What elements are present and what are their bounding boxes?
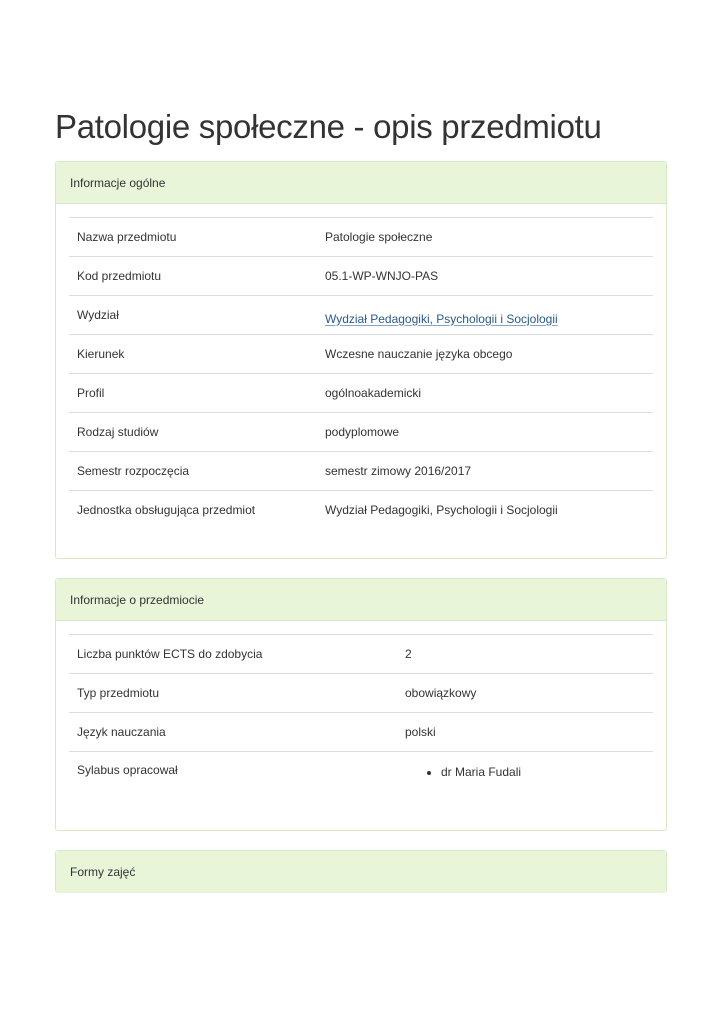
row-value — [397, 752, 653, 802]
row-label: Język nauczania — [69, 713, 397, 752]
page-title: Patologie społeczne - opis przedmiotu — [55, 108, 602, 145]
table-row — [69, 296, 653, 335]
general-info-heading: Informacje ogólne — [56, 162, 666, 204]
general-info-panel — [55, 161, 667, 559]
general-info-table — [69, 217, 653, 529]
row-value: podyplomowe — [317, 413, 653, 452]
row-value: Patologie społeczne — [317, 218, 653, 257]
table-row — [69, 257, 653, 296]
row-value: Wydział Pedagogiki, Psychologii i Socjologii — [317, 491, 653, 530]
class-forms-heading: Formy zajęć — [56, 851, 666, 893]
row-label: Profil — [69, 374, 317, 413]
table-row — [69, 374, 653, 413]
row-label: Jednostka obsługująca przedmiot — [69, 491, 317, 530]
course-info-heading: Informacje o przedmiocie — [56, 579, 666, 621]
row-label: Rodzaj studiów — [69, 413, 317, 452]
row-label: Typ przedmiotu — [69, 674, 397, 713]
row-label: Semestr rozpoczęcia — [69, 452, 317, 491]
row-value: polski — [397, 713, 653, 752]
row-label: Wydział — [69, 296, 317, 335]
table-row — [69, 635, 653, 674]
row-value — [317, 296, 653, 335]
author-list — [405, 763, 645, 779]
row-label: Liczba punktów ECTS do zdobycia — [69, 635, 397, 674]
row-label: Nazwa przedmiotu — [69, 218, 317, 257]
table-row — [69, 452, 653, 491]
class-forms-panel — [55, 850, 667, 893]
table-row — [69, 413, 653, 452]
row-value: 2 — [397, 635, 653, 674]
table-row — [69, 491, 653, 530]
row-value: 05.1-WP-WNJO-PAS — [317, 257, 653, 296]
row-label: Sylabus opracował — [69, 752, 397, 802]
row-value: ogólnoakademicki — [317, 374, 653, 413]
list-item: • dr Maria Fudali — [441, 763, 645, 779]
course-info-panel — [55, 578, 667, 831]
row-value: semestr zimowy 2016/2017 — [317, 452, 653, 491]
row-label: Kod przedmiotu — [69, 257, 317, 296]
row-value: obowiązkowy — [397, 674, 653, 713]
course-info-table — [69, 634, 653, 801]
table-row — [69, 674, 653, 713]
faculty-link[interactable]: Wydział Pedagogiki, Psychologii i Socjologii — [325, 311, 558, 326]
table-row — [69, 218, 653, 257]
row-value: Wczesne nauczanie języka obcego — [317, 335, 653, 374]
table-row — [69, 335, 653, 374]
table-row — [69, 713, 653, 752]
table-row — [69, 752, 653, 802]
row-label: Kierunek — [69, 335, 317, 374]
